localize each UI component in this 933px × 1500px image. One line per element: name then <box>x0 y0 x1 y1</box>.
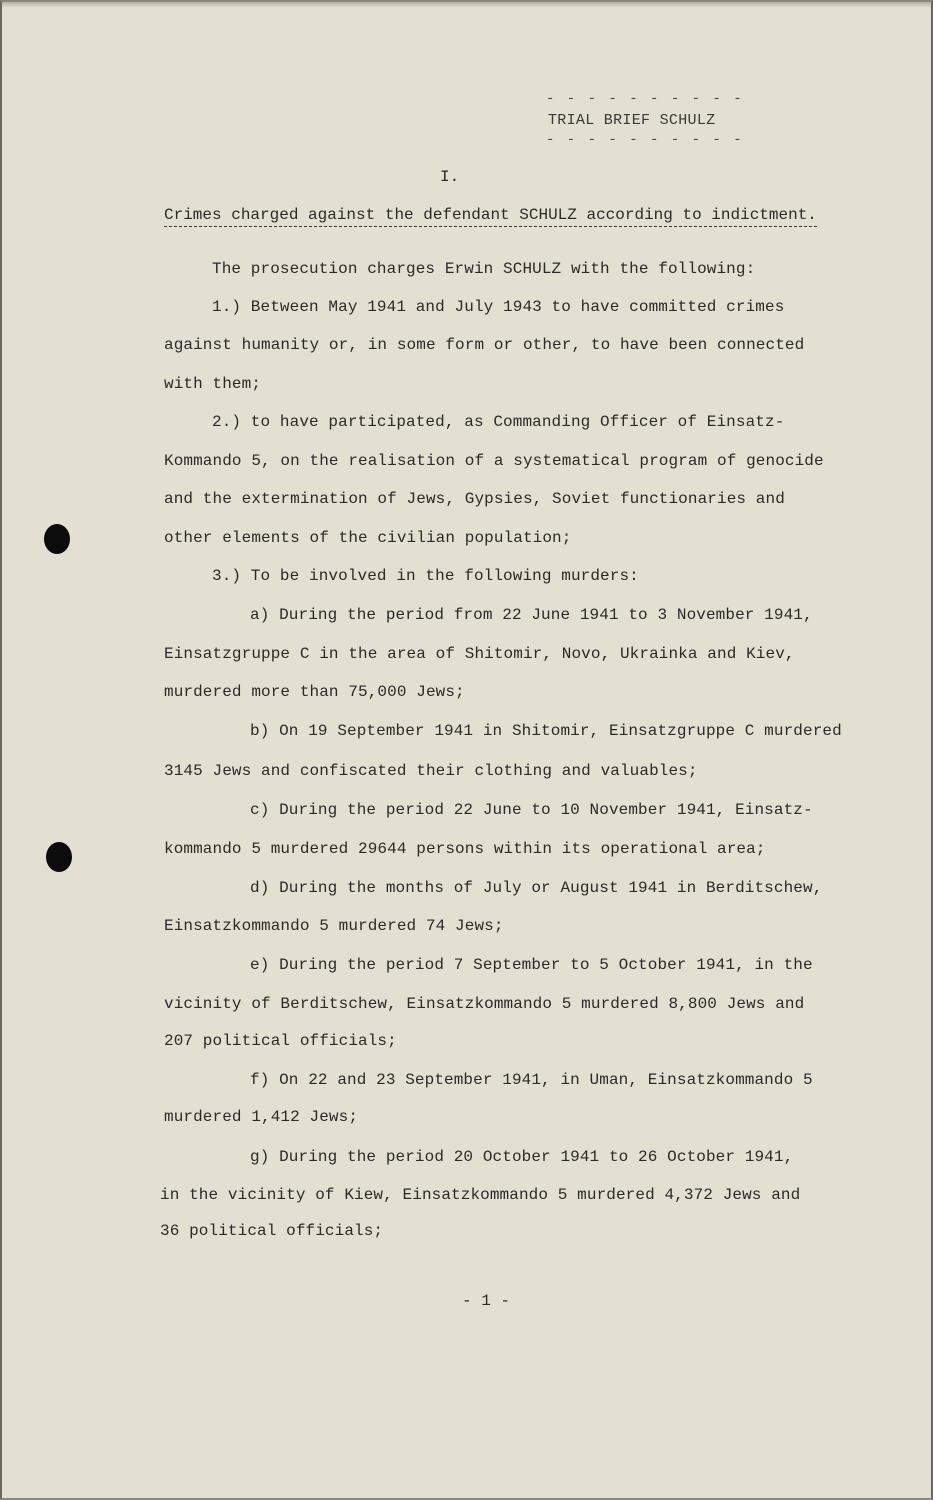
body-line: 207 political officials; <box>164 1032 397 1050</box>
body-line: against humanity or, in some form or other, to have been connected <box>164 336 805 354</box>
body-line: e) During the period 7 September to 5 October 1941, in the <box>250 956 813 974</box>
body-line: other elements of the civilian population; <box>164 529 572 547</box>
body-line: 3145 Jews and confiscated their clothing and valuables; <box>164 762 698 780</box>
header-title: TRIAL BRIEF SCHULZ <box>548 112 716 129</box>
body-line: 36 political officials; <box>160 1222 384 1240</box>
body-line: 2.) to have participated, as Commanding Officer of Einsatz- <box>212 413 785 431</box>
body-line: 3.) To be involved in the following murders: <box>212 567 639 585</box>
body-line: The prosecution charges Erwin SCHULZ with the following: <box>212 260 756 278</box>
body-line: vicinity of Berditschew, Einsatzkommando 5 murdered 8,800 Jews and <box>164 995 805 1013</box>
body-line: Kommando 5, on the realisation of a systematical program of genocide <box>164 452 824 470</box>
body-line: with them; <box>164 375 262 393</box>
body-line: g) During the period 20 October 1941 to 26 October 1941, <box>250 1148 794 1166</box>
punch-hole-top <box>44 524 70 554</box>
body-line: in the vicinity of Kiew, Einsatzkommando 5 murdered 4,372 Jews and <box>160 1186 801 1204</box>
body-line: murdered 1,412 Jews; <box>164 1108 359 1126</box>
page-number: - 1 - <box>462 1292 511 1310</box>
body-line: and the extermination of Jews, Gypsies, Soviet functionaries and <box>164 490 785 508</box>
header-dash-top: - - - - - - - - - - <box>546 91 744 107</box>
document-header <box>546 91 744 148</box>
body-line: Einsatzgruppe C in the area of Shitomir, Novo, Ukrainka and Kiev, <box>164 645 795 663</box>
body-line: b) On 19 September 1941 in Shitomir, Einsatzgruppe C murdered <box>250 722 842 740</box>
body-line: a) During the period from 22 June 1941 to 3 November 1941, <box>250 606 813 624</box>
body-line: c) During the period 22 June to 10 November 1941, Einsatz- <box>250 801 813 819</box>
punch-hole-bottom <box>46 842 72 872</box>
body-line: murdered more than 75,000 Jews; <box>164 683 465 701</box>
body-line: 1.) Between May 1941 and July 1943 to have committed crimes <box>212 298 785 316</box>
body-line: f) On 22 and 23 September 1941, in Uman, Einsatzkommando 5 <box>250 1071 813 1089</box>
section-number: I. <box>440 168 460 186</box>
header-dash-bottom: - - - - - - - - - - <box>546 132 744 148</box>
section-heading: Crimes charged against the defendant SCHULZ according to indictment. <box>164 206 817 227</box>
body-line: d) During the months of July or August 1941 in Berditschew, <box>250 879 823 897</box>
body-line: Einsatzkommando 5 murdered 74 Jews; <box>164 917 504 935</box>
page-top-shadow <box>2 2 931 8</box>
body-line: kommando 5 murdered 29644 persons within its operational area; <box>164 840 766 858</box>
